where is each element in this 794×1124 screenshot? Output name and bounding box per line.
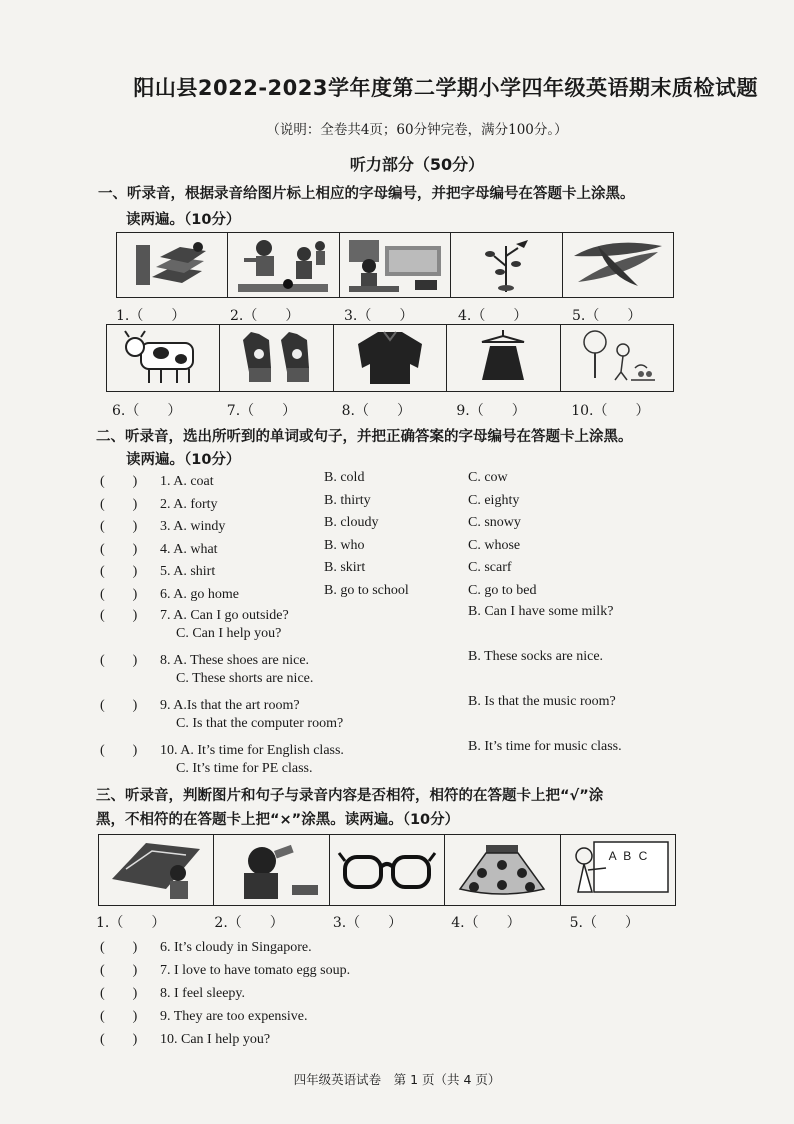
choice-item: ( ) 1. A. coat B. cold C. cow [100,470,508,489]
picture-teacher-blackboard [561,835,675,905]
picture-sweater [334,325,447,391]
answer-paren[interactable]: ( ) [100,1032,138,1047]
picture-glasses [330,835,445,905]
part1-picture-row-1 [116,232,674,298]
part2-instruction-2: 读两遍。（10分） [126,452,241,468]
answer-paren[interactable]: ( ) [100,653,138,668]
answer-slot-10[interactable]: 10.（ ） [571,403,650,419]
choice-item: ( ) 2. A. forty B. thirty C. eighty [100,492,520,512]
judge-slot-1[interactable]: 1.（ ） [96,915,166,931]
part3-label-row [88,912,680,932]
answer-paren[interactable]: ( ) [100,586,138,602]
judge-sentence: ( ) 10. Can I help you? [100,1028,700,1051]
judge-sentence: ( ) 7. I love to have tomato egg soup. [100,959,700,982]
picture-green-beans [563,233,673,297]
choice-item: ( ) 6. A. go home B. go to school C. go to bed [100,582,537,602]
answer-slot-8[interactable]: 8.（ ） [341,403,411,419]
part1-instruction-2: 读两遍。（10分） [126,212,241,228]
part1-label-row-2 [104,400,678,420]
answer-slot-7[interactable]: 7.（ ） [226,403,297,419]
answer-slot-9[interactable]: 9.（ ） [456,403,526,419]
answer-paren[interactable]: ( ) [100,1009,138,1024]
exam-title: 阳山县2022-2023学年度第二学期小学四年级英语期末质检试题 [133,76,758,100]
answer-slot-2[interactable]: 2.（ ） [230,308,300,324]
choice-item-long: ( ) 9. A.Is that the art room? B. Is that the music room? C. Is that the computer room? [100,694,616,731]
answer-paren[interactable]: ( ) [100,963,138,978]
answer-slot-4[interactable]: 4.（ ） [458,308,528,324]
picture-skirt-on-hanger [447,325,560,391]
part3-sentences [100,936,700,1051]
answer-slot-3[interactable]: 3.（ ） [344,308,414,324]
answer-paren[interactable]: ( ) [100,541,138,557]
picture-boy-drinking [214,835,329,905]
answer-slot-6[interactable]: 6.（ ） [112,403,182,419]
answer-paren[interactable]: ( ) [100,940,138,955]
choice-item-long: ( ) 10. A. It’s time for English class. B. It’s time for music class. C. It’s time for PE class. [100,739,622,776]
choice-item: ( ) 5. A. shirt B. skirt C. scarf [100,560,512,579]
judge-sentence: ( ) 9. They are too expensive. [100,1005,700,1028]
picture-girl-watering-plants [561,325,673,391]
picture-boy-basketball-court [99,835,214,905]
answer-paren[interactable]: ( ) [100,743,138,758]
part2-instruction: 二、听录音，选出所听到的单词或句子，并把正确答案的字母编号在答题卡上涂黑。 [96,429,633,445]
page-footer: 四年级英语试卷 第 1 页（共 4 页） [293,1072,501,1087]
blackboard-abc-text: A B C [608,849,650,863]
choice-item: ( ) 4. A. what B. who C. whose [100,537,521,557]
answer-paren[interactable]: ( ) [100,474,138,489]
picture-cow [107,325,220,391]
part3-instruction: 三、听录音，判断图片和句子与录音内容是否相符，相符的在答题卡上把“√”涂 [96,788,604,804]
choice-item-long: ( ) 8. A. These shoes are nice. B. These socks are nice. C. These shorts are nice. [100,649,604,686]
judge-slot-4[interactable]: 4.（ ） [451,915,521,931]
answer-paren[interactable]: ( ) [100,608,138,623]
judge-slot-2[interactable]: 2.（ ） [214,915,284,931]
listening-section-heading: 听力部分（50分） [349,155,485,174]
picture-classroom-desks [117,233,228,297]
part2-short-items [100,470,700,605]
choice-item-long: ( ) 7. A. Can I go outside? B. Can I have some milk? C. Can I help you? [100,604,614,641]
judge-slot-5[interactable]: 5.（ ） [569,915,639,931]
answer-slot-1[interactable]: 1.（ ） [116,308,186,324]
picture-bird-on-branch [451,233,562,297]
judge-slot-3[interactable]: 3.（ ） [332,915,403,931]
judge-sentence: ( ) 8. I feel sleepy. [100,982,700,1005]
judge-sentence: ( ) 6. It’s cloudy in Singapore. [100,936,700,959]
answer-paren[interactable]: ( ) [100,519,138,534]
answer-slot-5[interactable]: 5.（ ） [572,308,642,324]
part1-label-row-1 [108,305,678,325]
choice-item: ( ) 3. A. windy B. cloudy C. snowy [100,515,521,534]
picture-dotted-skirt [445,835,560,905]
answer-paren[interactable]: ( ) [100,564,138,579]
answer-paren[interactable]: ( ) [100,986,138,1001]
picture-boy-in-bedroom [340,233,451,297]
part3-picture-row [98,834,676,906]
answer-paren[interactable]: ( ) [100,698,138,713]
picture-boys-playing [228,233,339,297]
picture-gloves [220,325,333,391]
part1-picture-row-2 [106,324,674,392]
answer-paren[interactable]: ( ) [100,496,138,512]
part1-instruction: 一、听录音，根据录音给图片标上相应的字母编号，并把字母编号在答题卡上涂黑。 [98,186,635,202]
exam-note: （说明：全卷共4页；60分钟完卷，满分100分。） [266,122,568,138]
part3-instruction-2: 黑，不相符的在答题卡上把“×”涂黑。读两遍。（10分） [96,812,460,828]
part2-long-items [100,604,700,784]
